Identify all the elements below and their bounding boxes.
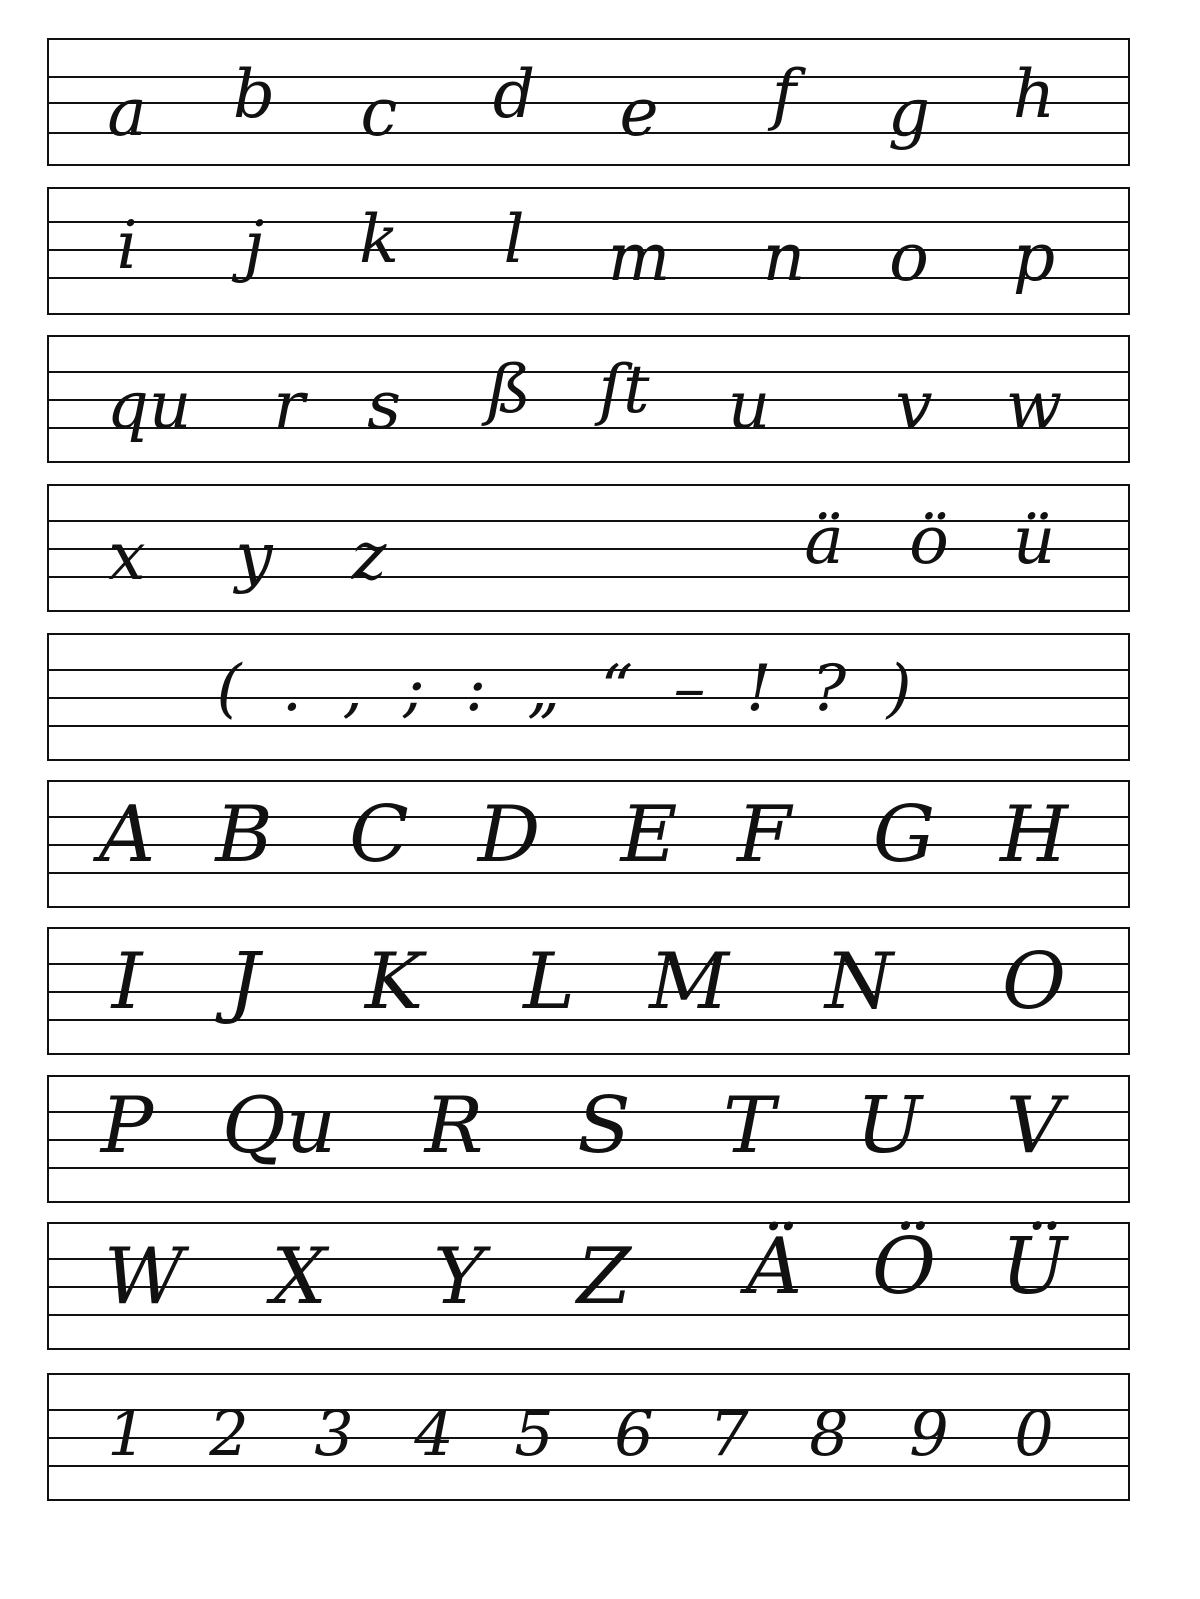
guideline [49, 844, 1128, 846]
letter-j: j [243, 207, 265, 284]
digit-8: 8 [809, 1397, 849, 1470]
guideline [49, 249, 1128, 251]
letter-a: a [107, 74, 147, 151]
letter-h: h [1012, 56, 1056, 133]
letter-v: v [895, 367, 933, 444]
letter-Y: Y [433, 1232, 485, 1322]
letter-V: V [1005, 1081, 1063, 1171]
letter-long-s-t: ſt [598, 351, 650, 428]
guideline [49, 963, 1128, 965]
letter-y: y [235, 518, 273, 595]
letter-k: k [359, 201, 399, 278]
guideline [49, 399, 1128, 401]
guideline [49, 520, 1128, 522]
guideline [49, 872, 1128, 874]
letter-N: N [824, 937, 894, 1027]
guideline [49, 576, 1128, 578]
digit-4: 4 [414, 1397, 454, 1470]
letter-u: u [727, 367, 771, 444]
letter-J: J [228, 937, 260, 1027]
digit-5: 5 [514, 1397, 554, 1470]
letter-G: G [872, 790, 936, 880]
digit-2: 2 [209, 1397, 249, 1470]
strip-lowercase-4 [47, 484, 1130, 612]
letter-w: w [1005, 367, 1063, 444]
letter-U: U [856, 1081, 922, 1171]
guideline [49, 277, 1128, 279]
guideline [49, 132, 1128, 134]
guideline [49, 816, 1128, 818]
letter-X: X [271, 1232, 327, 1322]
guideline [49, 427, 1128, 429]
letter-d: d [492, 56, 536, 133]
letter-p: p [1012, 219, 1056, 296]
letter-b: b [232, 56, 276, 133]
letter-x: x [108, 518, 146, 595]
strip-lowercase-3 [47, 335, 1130, 463]
guideline [49, 1019, 1128, 1021]
letter-o: o [889, 219, 929, 296]
letter-l: l [503, 201, 525, 278]
letter-A-umlaut: Ä [745, 1222, 803, 1312]
digit-3: 3 [314, 1397, 354, 1470]
letter-W: W [103, 1232, 185, 1322]
letter-m: m [607, 219, 671, 296]
guideline [49, 991, 1128, 993]
letter-M: M [649, 937, 729, 1027]
strip-lowercase-1 [47, 38, 1130, 166]
letter-a-umlaut: ä [804, 502, 844, 579]
letter-O-umlaut: Ö [872, 1222, 936, 1312]
guideline [49, 548, 1128, 550]
letter-s: s [367, 367, 401, 444]
digit-7: 7 [709, 1397, 749, 1470]
guideline [49, 102, 1128, 104]
letter-eszett: ß [486, 351, 532, 428]
letter-O: O [1002, 937, 1066, 1027]
punctuation-marks: ( . , ; : „ “ – ! ? ) [216, 652, 922, 726]
letter-c: c [360, 74, 398, 151]
digit-0: 0 [1014, 1397, 1054, 1470]
strip-lowercase-2 [47, 187, 1130, 315]
strip-uppercase-4 [47, 1222, 1130, 1350]
letter-r: r [273, 367, 305, 444]
guideline [49, 76, 1128, 78]
letter-C: C [349, 790, 409, 880]
strip-uppercase-1 [47, 780, 1130, 908]
letter-e: e [619, 74, 659, 151]
letter-H: H [999, 790, 1069, 880]
letter-A: A [98, 790, 156, 880]
letter-D: D [477, 790, 541, 880]
digit-6: 6 [614, 1397, 654, 1470]
guideline [49, 371, 1128, 373]
letter-z: z [351, 518, 387, 595]
letter-Z: Z [576, 1232, 632, 1322]
letter-o-umlaut: ö [909, 502, 949, 579]
letter-Qu: Qu [221, 1081, 337, 1171]
letter-L: L [523, 937, 575, 1027]
letter-S: S [577, 1081, 631, 1171]
letter-n: n [762, 219, 806, 296]
strip-punctuation [47, 633, 1130, 761]
letter-i: i [116, 207, 138, 284]
letter-qu: qu [106, 367, 192, 444]
letter-R: R [424, 1081, 484, 1171]
letter-B: B [215, 790, 273, 880]
digit-1: 1 [107, 1397, 147, 1470]
strip-digits [47, 1373, 1130, 1501]
digit-9: 9 [909, 1397, 949, 1470]
strip-uppercase-3 [47, 1075, 1130, 1203]
letter-U-umlaut: Ü [1001, 1222, 1067, 1312]
guideline [49, 221, 1128, 223]
letter-T: T [722, 1081, 776, 1171]
letter-F: F [736, 790, 792, 880]
letter-g: g [887, 74, 931, 151]
letter-u-umlaut: ü [1012, 502, 1056, 579]
strip-uppercase-2 [47, 927, 1130, 1055]
letter-f: f [771, 56, 797, 133]
letter-P: P [100, 1081, 154, 1171]
letter-E: E [620, 790, 678, 880]
letter-I: I [111, 937, 143, 1027]
letter-K: K [364, 937, 424, 1027]
